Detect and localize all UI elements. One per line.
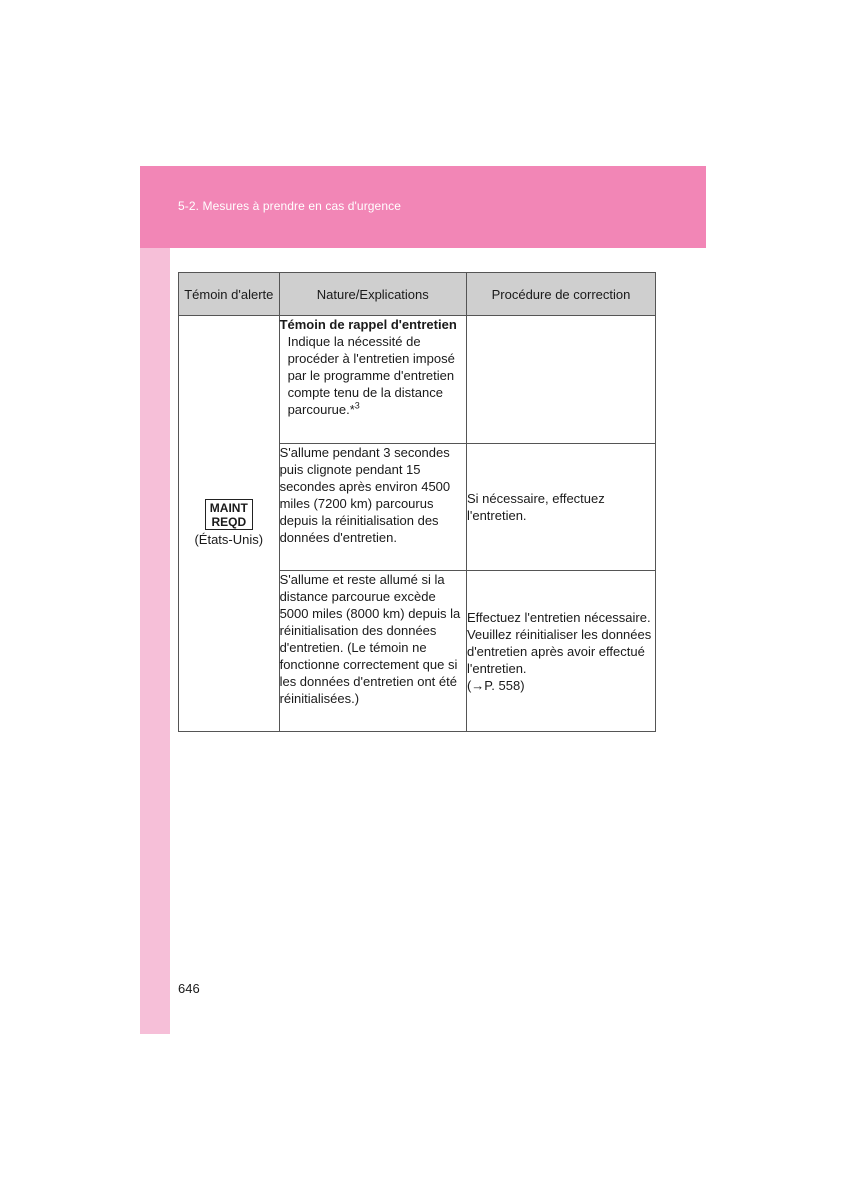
warning-light-table [178,272,656,732]
explanation-cell [279,316,466,444]
column-header-correction: Procédure de correction [466,273,655,316]
maint-icon-line2: REQD [211,515,247,529]
column-header-explanation: Nature/Explications [279,273,466,316]
column-header-warning-light: Témoin d'alerte [179,273,280,316]
explanation-text: Indique la nécessité de procéder à l'entretien imposé par le programme d'entretien compte tenu de la distance parcourue.*$^3$ [287,334,455,417]
table-header-row [179,273,656,316]
correction-cell: Si nécessaire, effectuez l'entretien. [466,444,655,571]
maint-icon-line1: MAINT [209,501,248,515]
table-row [179,316,656,444]
section-title: 5-2. Mesures à prendre en cas d'urgence [178,199,401,213]
maint-reqd-icon [205,499,253,530]
explanation-cell: S'allume et reste allumé si la distance parcourue excède 5000 miles (8000 km) depuis la réinitialisation des données d'entretien. (Le témoin ne fonctionne correctement que si les données d'entretien ont été réinitialisées.) [279,571,466,732]
indicator-region: (États-Unis) [194,532,264,547]
footnote-marker: 3 [354,400,360,411]
page-reference: (→P. 558) [466,677,525,693]
correction-text-2: Veuillez réinitialiser les données d'entretien après avoir effectué l'entretien. [466,626,652,676]
correction-cell [466,571,655,732]
page-number: 646 [178,981,200,996]
explanation-title: Témoin de rappel d'entretien [279,317,457,332]
correction-cell [466,316,655,444]
correction-text-1: Effectuez l'entretien nécessaire. [466,609,651,625]
indicator-cell [179,316,280,732]
explanation-cell: S'allume pendant 3 secondes puis clignote pendant 15 secondes après environ 4500 miles (7200 km) parcourus depuis la réinitialisation des données d'entretien. [279,444,466,571]
side-color-band [140,248,170,1034]
